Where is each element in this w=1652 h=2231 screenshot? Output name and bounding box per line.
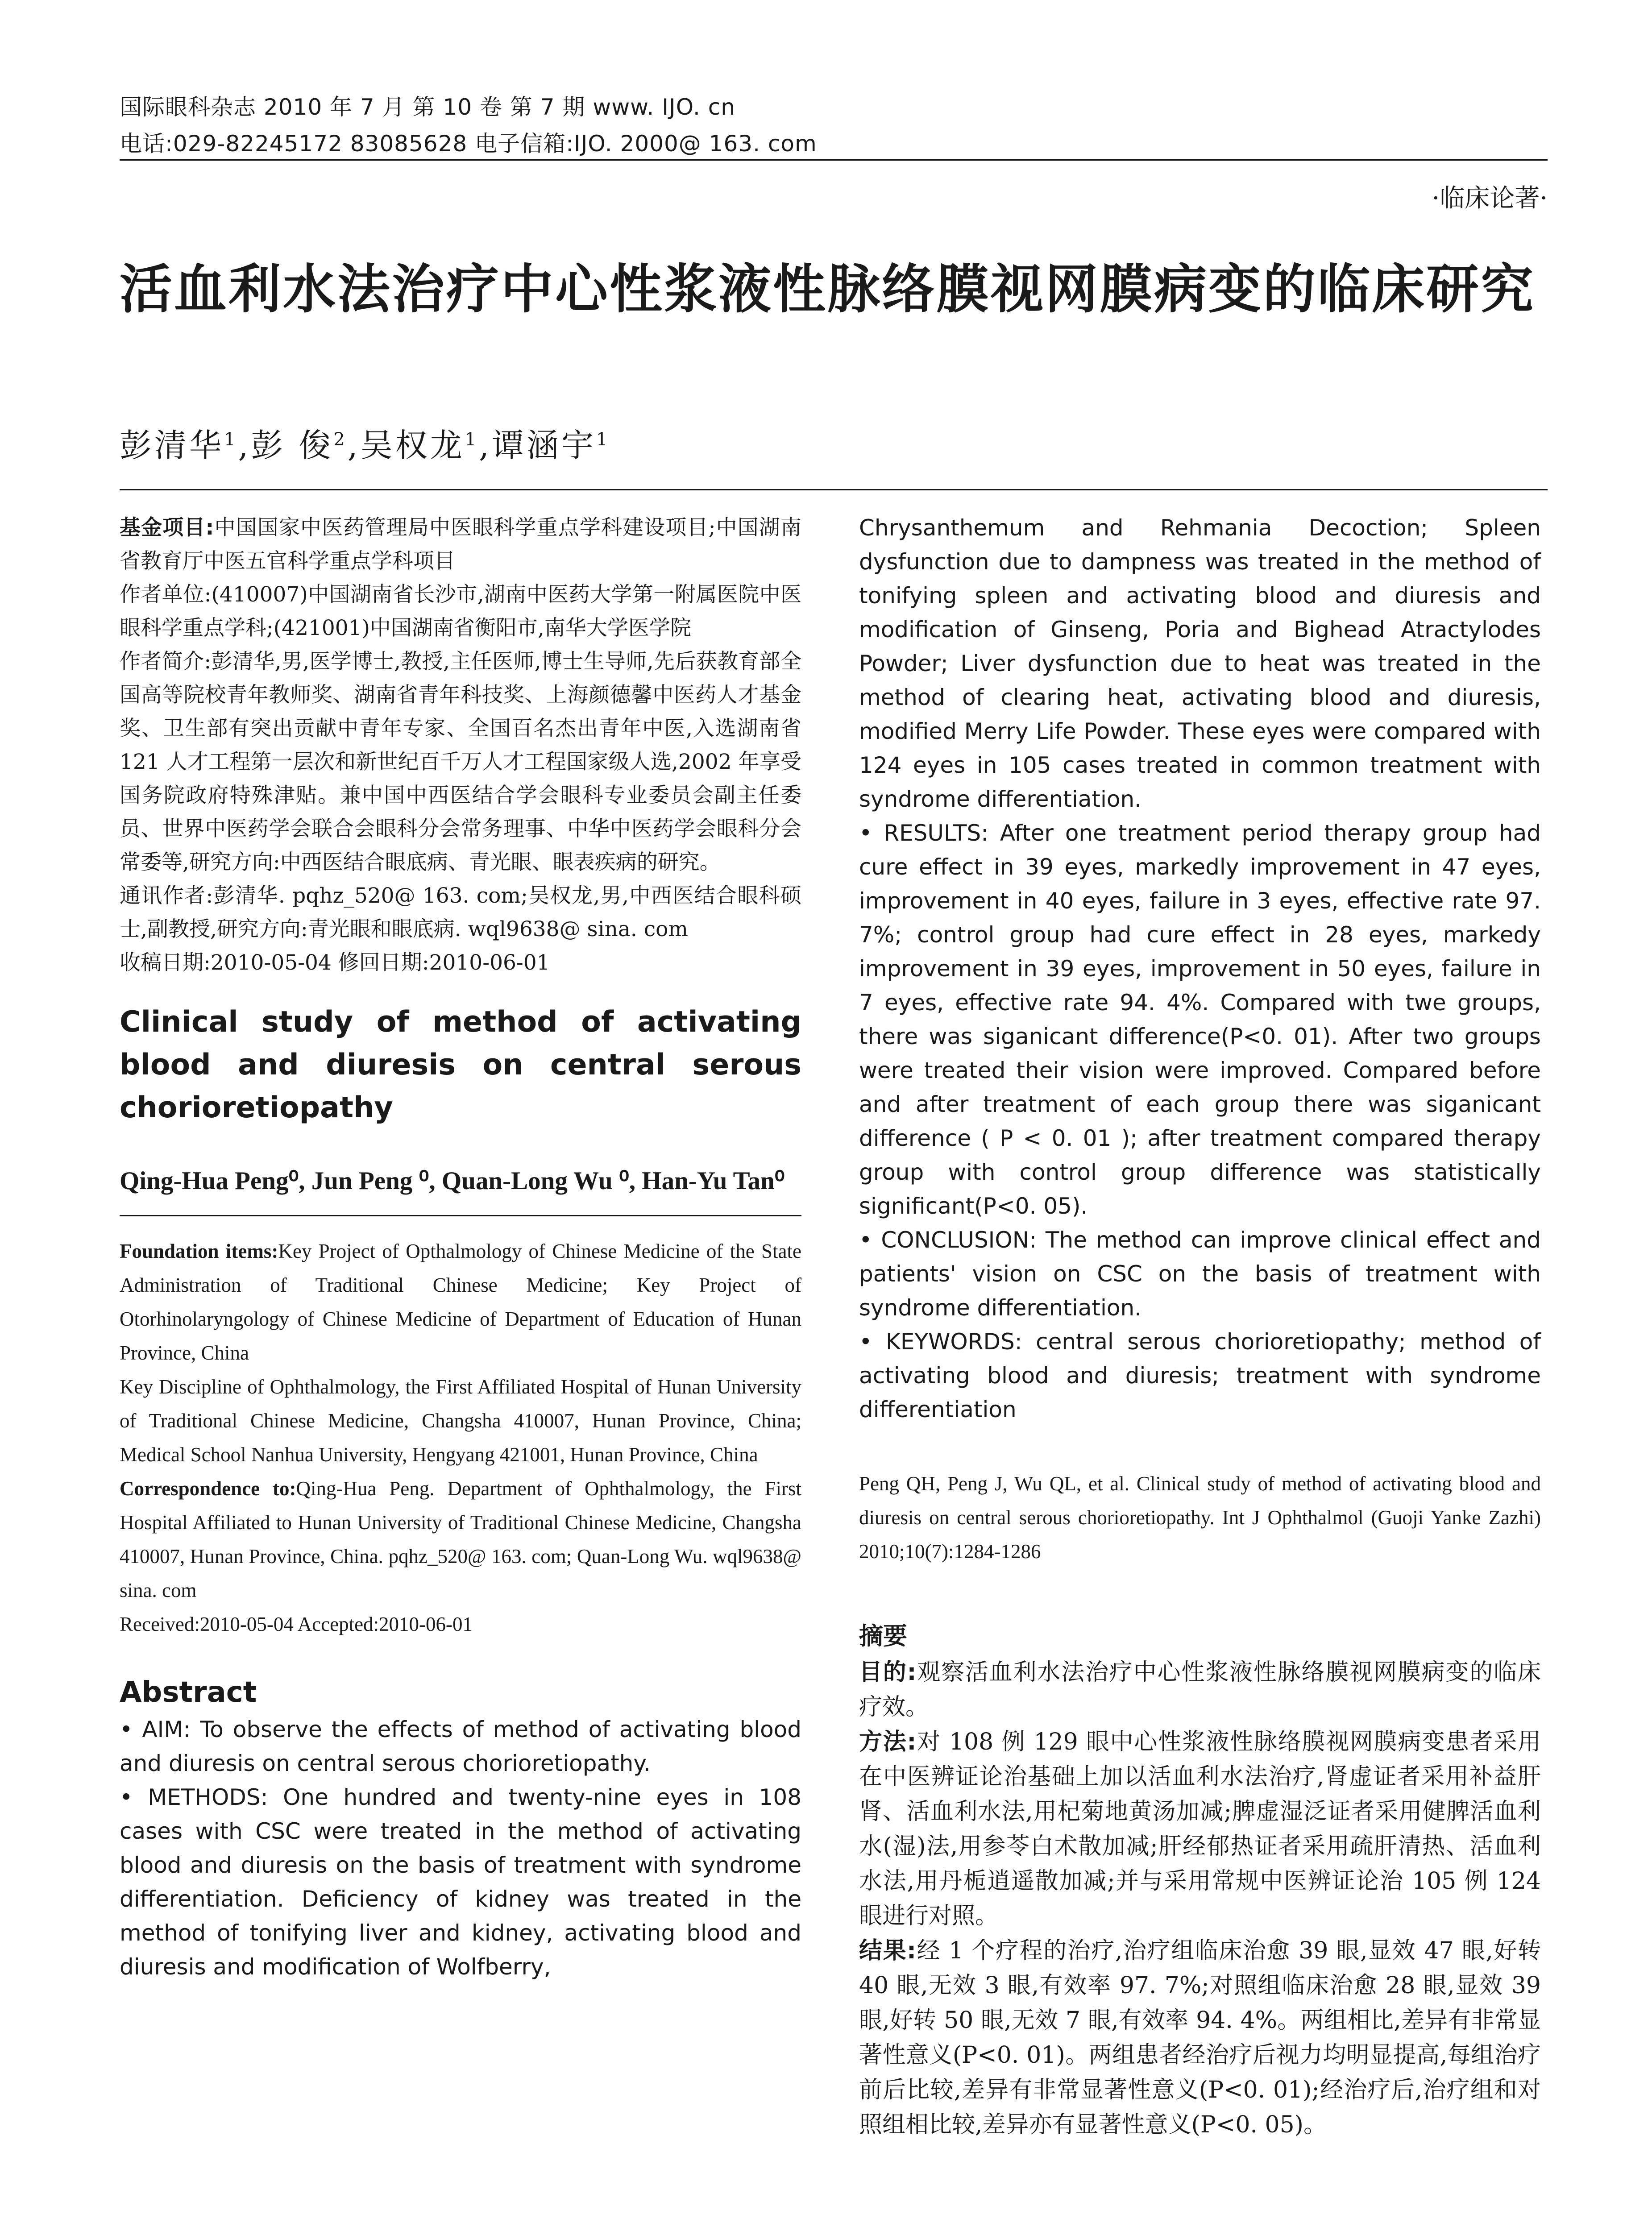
abstract-methods: • METHODS: One hundred and twenty-nine eyes in 108 cases with CSC were treated in the method of activating blood and diuresis on the basis of treatment with syndrome differentiation. Deficiency of kidney was treated in the method of tonifying liver and kidney, activating blood and diuresis and modification of Wolfberry, [120,1784,801,1980]
author-name: 吴权龙 [360,427,465,464]
author-name: 彭 俊 [251,427,334,464]
cn-abstract-methods: 方法:对 108 例 129 眼中心性浆液性脉络膜视网膜病变患者采用在中医辨证论治基础上加以活血利水法治疗,肾虚证者采用补益肝肾、活血利水法,用杞菊地黄汤加减;脾虚湿泛证者采用健脾活血利水(湿)法,用参苓白术散加减;肝经郁热证者采用疏肝清热、活血利水法,用丹栀逍遥散加减;并与采用常规中医辨证论治 105 例 124 眼进行对照。 [859,1729,1541,1929]
cn-abstract-results: 结果:经 1 个疗程的治疗,治疗组临床治愈 39 眼,显效 47 眼,好转 40 眼,无效 3 眼,有效率 97. 7%;对照组临床治愈 28 眼,显效 39 眼,好转 50 眼,无效 7 眼,有效率 94. 4%。两组相比,差异有非常显著性意义(P<0. 01)。两组患者经治疗后视力均明显提高,每组治疗前后比较,差异有非常显著性意义(P<0. 01);经治疗后,治疗组和对照组相比较,差异亦有显著性意义(P<0. 05)。 [859,1937,1541,2138]
author-rule [120,489,1548,490]
author-list: 彭清华$^1$,彭 俊$^2$,吴权龙$^1$,谭涵宇$^1$ [120,427,610,464]
author-bio: 作者简介:彭清华,男,医学博士,教授,主任医师,博士生导师,先后获教育部全国高等院校青年教师奖、湖南省青年科技奖、上海颜德馨中医药人才基金奖、卫生部有突出贡献中青年专家、全国百名杰出青年中医,入选湖南省 121 人才工程第一层次和新世纪百千万人才工程国家级人选,2002 年享受国务院政府特殊津贴。兼中国中西医结合学会眼科专业委员会副主任委员、世界中医药学会联合会眼科分会常务理事、中华中医药学会眼科分会常委等,研究方向:中西医结合眼底病、青光眼、眼表疾病的研究。 [120,649,801,875]
journal-header-line2: 电话:029-82245172 83085628 电子信箱:IJO. 2000@ 163. com [120,131,817,157]
correspondence: Correspondence to:Qing-Hua Peng. Department of Ophthalmology, the First Hospital Affiliated to Hunan University of Traditional Chinese Medicine, Changsha 410007, Hunan Province, China. pqhz_520@ 163. com; Quan-Long Wu. wql9638@ sina. com [120,1477,801,1601]
abstract-results: • RESULTS: After one treatment period therapy group had cure effect in 39 eyes, markedly improvement in 47 eyes, improvement in 40 eyes, failure in 3 eyes, effective rate 97. 7%; control group had cure effect in 28 eyes, markedy improvement in 39 eyes, improvement in 50 eyes, failure in 7 eyes, effective rate 94. 4%. Compared with twe groups, there was siganicant difference(P<0. 01). After two groups were treated their vision were improved. Compared before and after treatment of each group there was siganicant difference ( P < 0. 01 ); after treatment compared therapy group with control group difference was statistically significant(P<0. 05). [859,820,1541,1219]
affiliation-mark: 1 [465,429,479,450]
header-rule [120,159,1548,161]
abstract-methods-continued: Chrysanthemum and Rehmania Decoction; Spleen dysfunction due to dampness was treated in the method of tonifying spleen and activating blood and diuresis and modification of Ginseng, Poria and Bighead Atractylodes Powder; Liver dysfunction due to heat was treated in the method of clearing heat, activating blood and diuresis, modified Merry Life Powder. These eyes were compared with 124 eyes in 105 cases treated in common treatment with syndrome differentiation. [859,515,1541,812]
abstract-conclusion: • CONCLUSION: The method can improve clinical effect and patients' vision on CSC on the basis of treatment with syndrome differentiation. [859,1227,1541,1321]
abstract-keywords: • KEYWORDS: central serous chorioretiopathy; method of activating blood and diuresis; treatment with syndrome differentiation [859,1329,1541,1422]
journal-header-line1: 国际眼科杂志 2010 年 7 月 第 10 卷 第 7 期 www. IJO. cn [120,94,735,120]
english-authors: Qing-Hua Peng⁰, Jun Peng ⁰, Quan-Long Wu ⁰, Han-Yu Tan⁰ [120,1167,785,1195]
chinese-abstract-heading: 摘要 [859,1622,907,1650]
english-title: Clinical study of method of activating blood and diuresis on central serous chorioretiopathy [120,1005,801,1124]
affiliation-mark: 2 [333,429,348,450]
received-dates: 收稿日期:2010-05-04 修回日期:2010-06-01 [120,950,550,975]
left-column [120,511,801,1984]
english-footnotes [120,1234,801,1641]
affiliations: Key Discipline of Ophthalmology, the First Affiliated Hospital of Hunan University of Traditional Chinese Medicine, Changsha 410007, Hunan Province, China; Medical School Nanhua University, Hengyang 421001, Hunan Province, China [120,1376,801,1466]
received-accepted: Received:2010-05-04 Accepted:2010-06-01 [120,1613,473,1635]
abstract-aim: • AIM: To observe the effects of method of activating blood and diuresis on central serous chorioretiopathy. [120,1717,801,1776]
author-name: 谭涵宇 [491,427,596,464]
abstract-heading: Abstract [120,1676,257,1709]
author-name: 彭清华 [120,427,224,464]
fund-info: 基金项目:中国国家中医药管理局中医眼科学重点学科建设项目;中国湖南省教育厅中医五官科学重点学科项目 [120,515,801,573]
section-tag: ·临床论著· [1432,184,1548,213]
cn-abstract-aim: 目的:观察活血利水法治疗中心性浆液性脉络膜视网膜病变的临床疗效。 [859,1659,1541,1721]
author-unit: 作者单位:(410007)中国湖南省长沙市,湖南中医药大学第一附属医院中医眼科学重点学科;(421001)中国湖南省衡阳市,南华大学医学院 [120,582,801,640]
right-column [859,511,1541,2142]
english-author-rule [120,1215,801,1216]
affiliation-mark: 1 [596,429,610,450]
corresponding-author: 通讯作者:彭清华. pqhz_520@ 163. com;吴权龙,男,中西医结合眼科硕士,副教授,研究方向:青光眼和眼底病. wql9638@ sina. com [120,883,801,941]
citation: Peng QH, Peng J, Wu QL, et al. Clinical study of method of activating blood and diuresis on central serous chorioretiopathy. Int J Ophthalmol (Guoji Yanke Zazhi) 2010;10(7):1284-1286 [859,1472,1541,1563]
affiliation-mark: 1 [224,429,238,450]
article-title: 活血利水法治疗中心性浆液性脉络膜视网膜病变的临床研究 [120,258,1536,320]
foundation-items: Foundation items:Key Project of Opthalmology of Chinese Medicine of the State Administration of Traditional Chinese Medicine; Key Project of Otorhinolaryngology of Chinese Medicine of Department of Education of Hunan Province, China [120,1240,801,1364]
